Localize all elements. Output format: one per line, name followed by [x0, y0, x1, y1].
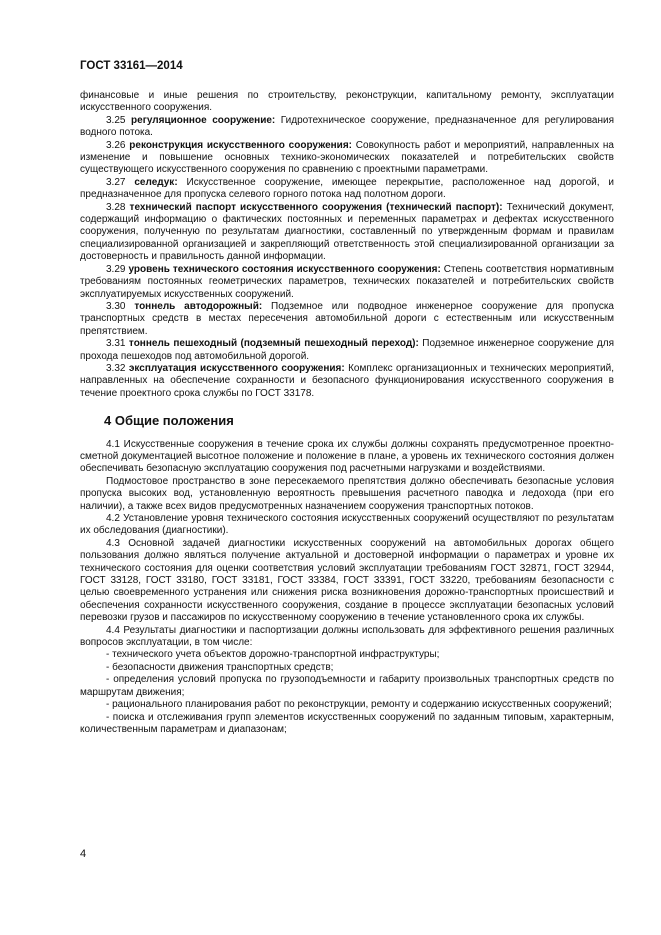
- list-item: - определения условий пропуска по грузоподъемности и габариту произвольных транспортных средств по маршрутам движения;: [80, 674, 614, 698]
- definition-3-30: 3.30 тоннель автодорожный: Подземное или подводное инженерное сооружение для пропуска транспортных средств в местах пересечения автомобильной дороги с естественным или искусственным препятствием.: [80, 300, 614, 337]
- definition-3-29: 3.29 уровень технического состояния искусственного сооружения: Степень соответствия нормативным требованиям постоянных геометрических параметров, технических показателей и потребительских свойств эксплуатируемых искусственных сооружений.: [80, 263, 615, 300]
- intro-paragraph: финансовые и иные решения по строительству, реконструкции, капитальному ремонту, эксплуатации искусственного сооружения.: [80, 90, 614, 114]
- paragraph-underbridge: Подмостовое пространство в зоне пересекаемого препятствия должно обеспечивать безопасные условия пропуска высоких вод, установленную вероятность превышения расчетного паводка и ледохода (при его наличии), а также всех видов предусмотренных назначением сооружения транспортных потоков.: [80, 475, 614, 512]
- definition-3-27: 3.27 селедук: Искусственное сооружение, имеющее перекрытие, расположенное над дорогой, и предназначенное для пропуска селевого горного потока над полотном дороги.: [80, 176, 615, 201]
- section-title: 4 Общие положения: [104, 413, 234, 429]
- page-content: [80, 90, 614, 736]
- document-header: ГОСТ 33161—2014: [80, 60, 183, 72]
- definition-3-32: 3.32 эксплуатация искусственного сооружения: Комплекс организационных и технических мероприятий, направленных на обеспечение сохранности и безопасного функционирования искусственного сооружения в течение проектного срока службы по ГОСТ 33178.: [80, 362, 614, 399]
- list-item: - технического учета объектов дорожно-транспортной инфраструктуры;: [106, 649, 440, 661]
- list-item: - поиска и отслеживания групп элементов искусственных сооружений по заданным типовым, характерным, количественным параметрам и диапазонам;: [80, 711, 614, 735]
- definition-3-28: 3.28 технический паспорт искусственного сооружения (технический паспорт): Технический документ, содержащий информацию о фактических постоянных и переменных параметрах и дефектах искусственного сооружения, полученную по результатам диагностики, составленный по утвержденным формам и правилам специализированной организацией и закрепляющий ответственность этой специализированной организации за достоверность и правильность данной информации.: [80, 201, 614, 263]
- definition-3-25: 3.25 регуляционное сооружение: Гидротехническое сооружение, предназначенное для регулирования водного потока.: [80, 114, 615, 139]
- paragraph-4-3: 4.3 Основной задачей диагностики искусственных сооружений на автомобильных дорогах общего пользования должно являться получение актуальной и достоверной информации о параметрах и уровне их технического состояния для оценки соответствия условий эксплуатации требованиям ГОСТ 32871, ГОСТ 32944, ГОСТ 33128, ГОСТ 33180, ГОСТ 33181, ГОСТ 33384, ГОСТ 33391, ГОСТ 33220, требованиям безопасности с целью своевременного устранения или снижения риска возникновения дорожно-транспортных происшествий и обеспечения сохранности искусственного сооружения, создание в процессе эксплуатации безопасных условий перевозки грузов и пассажиров по искусственному сооружению в течение установленного срока их службы.: [80, 537, 614, 624]
- paragraph-4-2: 4.2 Установление уровня технического состояния искусственных сооружений осуществляют по результатам их обследования (диагностики).: [80, 513, 614, 537]
- definition-3-31: 3.31 тоннель пешеходный (подземный пешеходный переход): Подземное инженерное сооружение для прохода пешеходов под автомобильной дорогой.: [80, 338, 614, 362]
- list-item: - рационального планирования работ по реконструкции, ремонту и содержанию искусственных сооружений;: [106, 699, 612, 711]
- definition-3-26: 3.26 реконструкция искусственного сооружения: Совокупность работ и мероприятий, направленных на изменение и повышение основных технико-экономических показателей и потребительских свойств существующего искусственного сооружения по сравнению с проектными параметрами.: [80, 139, 614, 176]
- paragraph-4-1: 4.1 Искусственные сооружения в течение срока их службы должны сохранять предусмотренное проектно-сметной документацией высотное положение и положение в плане, а уровень их технического состояния должен обеспечивать безопасную эксплуатацию сооружения под расчетными нагрузками и воздействиями.: [80, 438, 614, 475]
- page-number: 4: [80, 848, 87, 860]
- list-item: - безопасности движения транспортных средств;: [106, 661, 334, 673]
- paragraph-4-4: 4.4 Результаты диагностики и паспортизации должны использовать для эффективного решения различных вопросов эксплуатации, в том числе:: [80, 624, 614, 649]
